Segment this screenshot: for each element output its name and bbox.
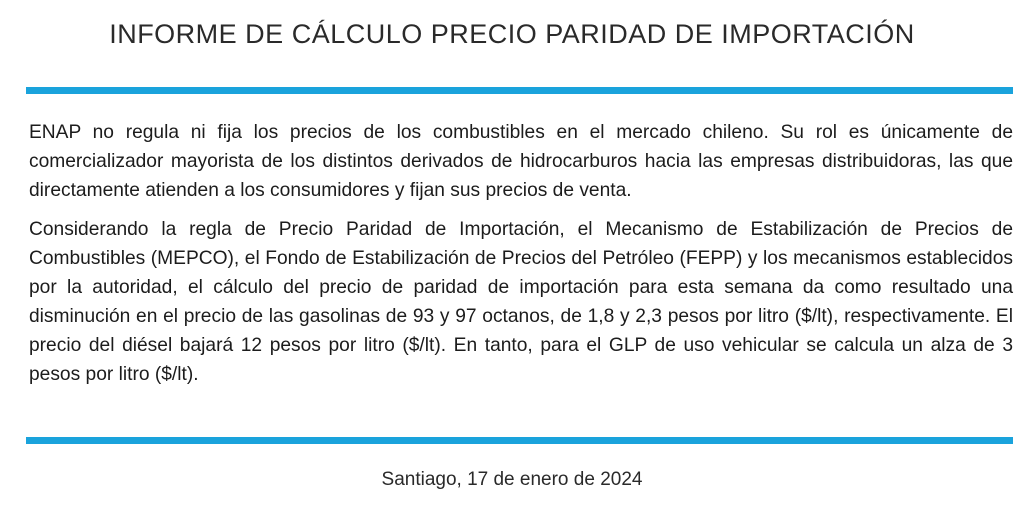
paragraph-price-calculation: Considerando la regla de Precio Paridad de Importación, el Mecanismo de Estabilización de Precios de Combustibles (MEPCO), el Fondo de Estabilización de Precios del Petróleo (FEPP) y los mecanismos establecidos por la autoridad, el cálculo del precio de paridad de importación para esta semana da como resultado una disminución en el precio de las gasolinas de 93 y 97 octanos, de 1,8 y 2,3 pesos por litro ($/lt), respectivamente. El precio del diésel bajará 12 pesos por litro ($/lt). En tanto, para el GLP de uso vehicular se calcula un alza de 3 pesos por litro ($/lt). <box>29 219 1013 385</box>
paragraph-enap-role: ENAP no regula ni fija los precios de los combustibles en el mercado chileno. Su rol es únicamente de comercializador mayorista de los distintos derivados de hidrocarburos hacia las empresas distribuidoras, las que directamente atienden a los consumidores y fijan sus precios de venta. <box>29 122 1013 201</box>
place-date: Santiago, 17 de enero de 2024 <box>381 469 643 490</box>
page-title: INFORME DE CÁLCULO PRECIO PARIDAD DE IMPORTACIÓN <box>109 19 915 49</box>
document-body <box>29 118 1013 399</box>
top-divider <box>26 87 1013 94</box>
bottom-divider <box>26 437 1013 444</box>
